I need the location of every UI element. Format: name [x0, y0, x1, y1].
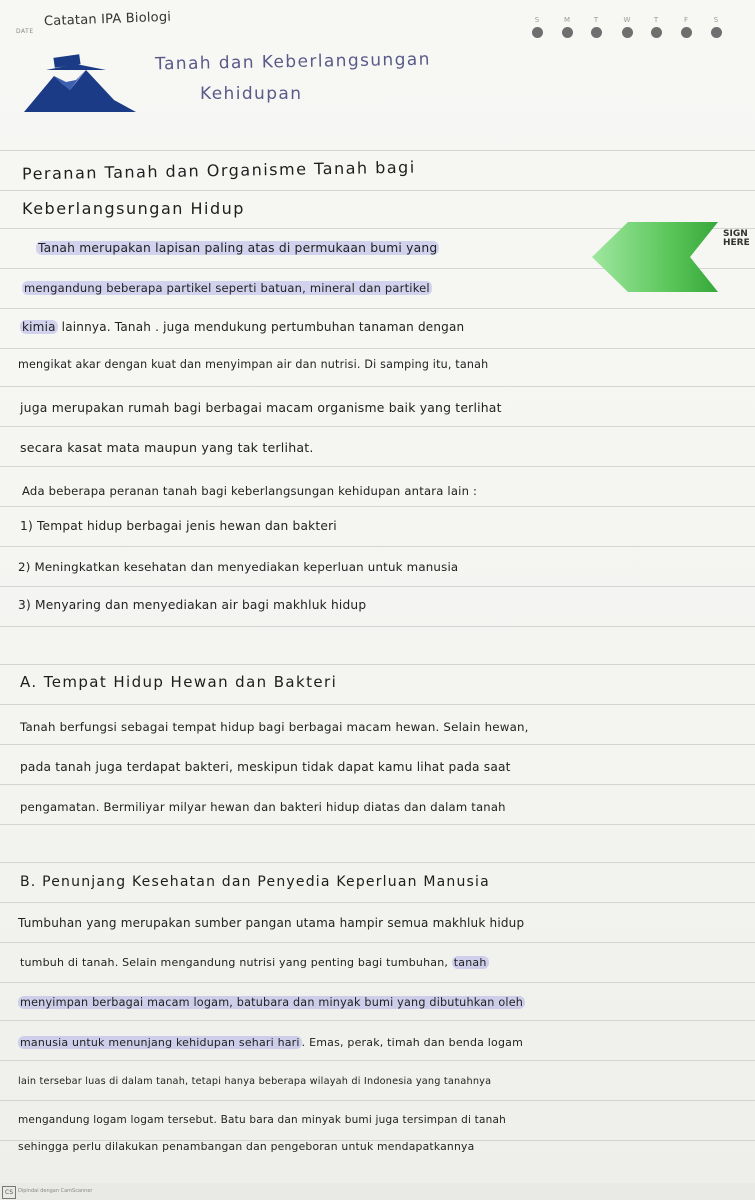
- ruled-line: [0, 1060, 755, 1061]
- intro-heading-line-1: Peranan Tanah dan Organisme Tanah bagi: [21, 157, 416, 184]
- weekday-label: F: [683, 16, 689, 24]
- page-footer: [0, 1183, 755, 1200]
- highlighted-text: menyimpan berbagai macam logam, batubara dan minyak bumi yang dibutuhkan oleh: [20, 996, 524, 1009]
- section-b-heading: B. Penunjang Kesehatan dan Penyedia Keperluan Manusia: [20, 874, 490, 890]
- ruled-line: [0, 190, 755, 191]
- ruled-line: [0, 862, 755, 863]
- list-item: 3) Menyaring dan menyediakan air bagi makhluk hidup: [18, 598, 367, 612]
- weekday-dot: [562, 27, 573, 38]
- section-b-line: [20, 956, 489, 969]
- ruled-line: [0, 546, 755, 547]
- weekday-label: S: [713, 16, 719, 24]
- intro-heading-line-2: Keberlangsungan Hidup: [22, 199, 245, 218]
- weekday-dot: [651, 27, 662, 38]
- highlighted-text: manusia untuk menunjang kehidupan sehari hari: [20, 1036, 300, 1049]
- intro-paragraph-line: [22, 281, 432, 295]
- highlighted-text: kimia: [22, 320, 56, 334]
- ruled-line: [0, 506, 755, 507]
- weekday-dot: [711, 27, 722, 38]
- weekday-label: S: [534, 16, 540, 24]
- sign-here-label: SIGN HERE: [723, 229, 750, 248]
- ruled-line: [0, 308, 755, 309]
- intro-paragraph-line: [20, 320, 464, 334]
- ruled-line: [0, 744, 755, 745]
- section-b-line: mengandung logam logam tersebut. Batu bara dan minyak bumi juga tersimpan di tanah: [18, 1114, 506, 1126]
- mountain-sticker-icon: [24, 50, 139, 115]
- section-b-line: lain tersebar luas di dalam tanah, tetapi hanya beberapa wilayah di Indonesia yang tanahnya: [18, 1076, 492, 1087]
- section-a-line: pengamatan. Bermiliyar milyar hewan dan bakteri hidup diatas dan dalam tanah: [20, 800, 506, 814]
- highlighted-text: mengandung beberapa partikel seperti batuan, mineral dan partikel: [24, 281, 430, 295]
- section-a-line: Tanah berfungsi sebagai tempat hidup bagi berbagai macam hewan. Selain hewan,: [20, 720, 529, 734]
- date-label: DATE: [16, 28, 34, 35]
- weekday-dot: [532, 27, 543, 38]
- ruled-line: [0, 982, 755, 983]
- green-arrow-sticker-icon: [590, 222, 718, 292]
- ruled-line: [0, 824, 755, 825]
- plain-text: tumbuh di tanah. Selain mengandung nutrisi yang penting bagi tumbuhan,: [20, 956, 452, 969]
- intro-paragraph-line: secara kasat mata maupun yang tak terlihat.: [20, 440, 314, 455]
- ruled-line: [0, 704, 755, 705]
- ruled-line: [0, 348, 755, 349]
- highlighted-text: Tanah merupakan lapisan paling atas di permukaan bumi yang: [38, 241, 438, 255]
- intro-paragraph-line: Ada beberapa peranan tanah bagi keberlangsungan kehidupan antara lain :: [22, 484, 478, 498]
- ruled-line: [0, 466, 755, 467]
- list-item: 1) Tempat hidup berbagai jenis hewan dan bakteri: [20, 519, 337, 533]
- notebook-title: Catatan IPA Biologi: [43, 9, 172, 30]
- ruled-line: [0, 150, 755, 151]
- section-b-line: [18, 1036, 523, 1049]
- ruled-line: [0, 386, 755, 387]
- page-title-line-1: Tanah dan Keberlangsungan: [154, 49, 431, 75]
- weekday-label: W: [623, 16, 631, 24]
- ruled-line: [0, 1020, 755, 1021]
- weekday-label: T: [593, 16, 599, 24]
- ruled-line: [0, 902, 755, 903]
- page-title-line-2: Kehidupan: [200, 84, 303, 104]
- ruled-line: [0, 1100, 755, 1101]
- ruled-line: [0, 942, 755, 943]
- intro-paragraph-line: juga merupakan rumah bagi berbagai macam organisme baik yang terlihat: [20, 400, 502, 415]
- section-b-line: [18, 996, 525, 1009]
- plain-text: lainnya. Tanah . juga mendukung pertumbuhan tanaman dengan: [57, 320, 465, 334]
- highlighted-text: tanah: [453, 956, 487, 969]
- weekday-label: M: [563, 16, 571, 24]
- intro-paragraph-line: [36, 241, 439, 255]
- weekday-dot: [591, 27, 602, 38]
- section-b-line: Tumbuhan yang merupakan sumber pangan utama hampir semua makhluk hidup: [18, 916, 525, 930]
- camscanner-logo: CS: [2, 1186, 16, 1199]
- section-b-line: sehingga perlu dilakukan penambangan dan pengeboran untuk mendapatkannya: [18, 1140, 475, 1153]
- weekday-dot: [681, 27, 692, 38]
- ruled-line: [0, 784, 755, 785]
- plain-text: . Emas, perak, timah dan benda logam: [301, 1036, 524, 1049]
- ruled-line: [0, 626, 755, 627]
- weekday-dot: [622, 27, 633, 38]
- weekday-label: T: [653, 16, 659, 24]
- list-item: 2) Meningkatkan kesehatan dan menyediakan keperluan untuk manusia: [18, 560, 459, 574]
- section-a-heading: A. Tempat Hidup Hewan dan Bakteri: [20, 673, 338, 691]
- section-a-line: pada tanah juga terdapat bakteri, meskipun tidak dapat kamu lihat pada saat: [20, 760, 511, 774]
- intro-paragraph-line: mengikat akar dengan kuat dan menyimpan air dan nutrisi. Di samping itu, tanah: [18, 358, 489, 371]
- ruled-line: [0, 664, 755, 665]
- ruled-line: [0, 586, 755, 587]
- scanner-watermark: Dipindai dengan CamScanner: [18, 1188, 93, 1194]
- ruled-line: [0, 426, 755, 427]
